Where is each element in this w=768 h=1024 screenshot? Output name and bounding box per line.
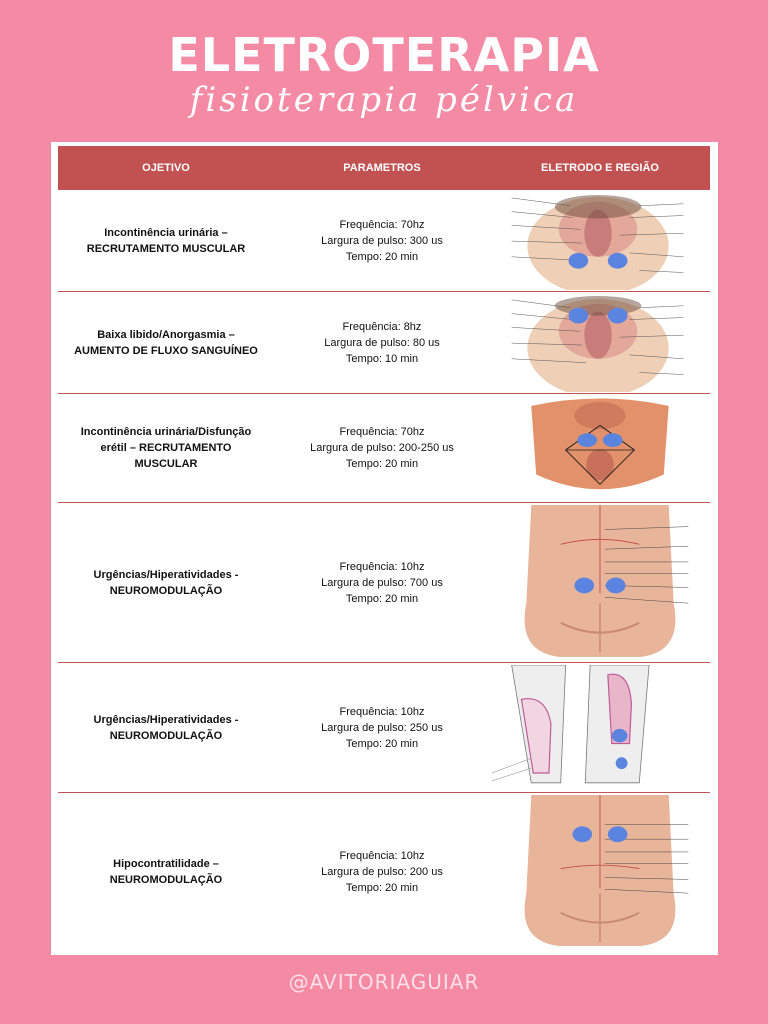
objective-cell: Urgências/Hiperatividades - NEUROMODULAÇÃO: [93, 568, 239, 597]
table-row: [58, 292, 710, 394]
electrode-cell: [490, 394, 710, 502]
objective-cell: Urgências/Hiperatividades - NEUROMODULAÇÃO: [93, 713, 239, 742]
parameters-cell: Frequência: 70hz Largura de pulso: 200-250 us Tempo: 20 min: [310, 426, 454, 470]
electrode-cell: [490, 663, 710, 792]
objective-cell: Hipocontratilidade – NEUROMODULAÇÃO: [109, 858, 223, 886]
table-row: [58, 190, 710, 292]
electrode-cell: [490, 190, 710, 291]
author-handle: @AVITORIAGUIAR: [288, 970, 480, 994]
electrode-cell: [490, 503, 710, 662]
vulva-anatomy-upper-electrodes: [492, 294, 708, 392]
column-header-electrode: ELETRODO E REGIÃO: [541, 162, 659, 174]
table-row: [58, 793, 710, 951]
page-title: ELETROTERAPIA: [168, 28, 600, 82]
page-subtitle: fisioterapia pélvica: [189, 80, 579, 120]
tibial-nerve-leg-electrodes: [492, 665, 708, 788]
table-row: [58, 394, 710, 503]
objective-cell: Baixa libido/Anorgasmia – AUMENTO DE FLUXO SANGUÍNEO: [74, 328, 258, 357]
perineum-diamond-electrodes: [492, 396, 708, 498]
column-header-objective: OJETIVO: [142, 162, 190, 174]
parameters-card: [51, 142, 718, 955]
vulva-anatomy-lower-electrodes: [492, 192, 708, 290]
table-row: [58, 663, 710, 793]
parameters-cell: Frequência: 8hz Largura de pulso: 80 us Tempo: 10 min: [324, 320, 440, 365]
electrode-cell: [490, 292, 710, 393]
objective-cell: Incontinência urinária/Disfunção erétil – RECRUTAMENTO MUSCULAR: [80, 426, 252, 470]
thoracolumbar-back-electrodes: [492, 795, 708, 946]
parameters-table: [58, 146, 710, 951]
sacral-back-electrodes: [492, 505, 708, 657]
electrode-cell: [490, 793, 710, 951]
objective-cell: Incontinência urinária – RECRUTAMENTO MUSCULAR: [86, 226, 246, 255]
parameters-cell: Frequência: 10hz Largura de pulso: 200 us Tempo: 20 min: [321, 850, 443, 894]
table-header: [58, 146, 710, 190]
parameters-cell: Frequência: 10hz Largura de pulso: 250 us Tempo: 20 min: [321, 705, 443, 750]
parameters-cell: Frequência: 10hz Largura de pulso: 700 us Tempo: 20 min: [321, 560, 443, 605]
parameters-cell: Frequência: 70hz Largura de pulso: 300 us Tempo: 20 min: [321, 218, 443, 263]
column-header-parameters: PARAMETROS: [343, 162, 421, 174]
table-row: [58, 503, 710, 663]
